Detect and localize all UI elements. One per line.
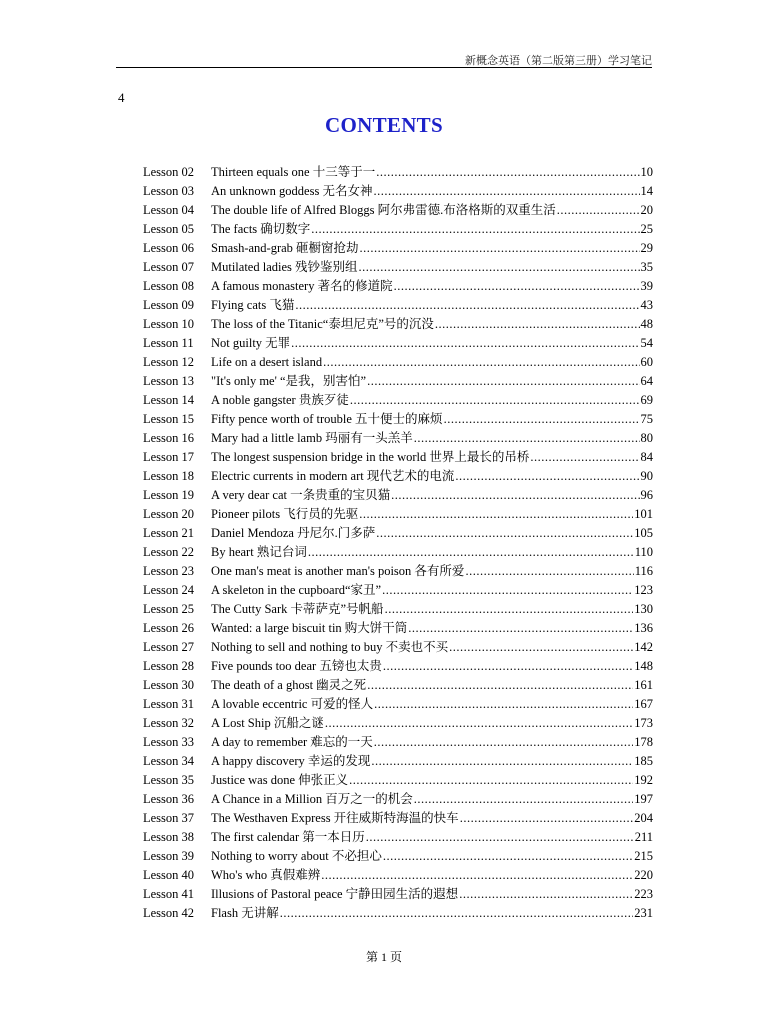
dot-leader	[280, 904, 634, 923]
toc-entry	[143, 334, 653, 353]
toc-entry	[143, 277, 653, 296]
lesson-number: Lesson 08	[143, 279, 195, 293]
dot-leader	[449, 638, 633, 657]
page-number: 116	[634, 564, 653, 578]
dot-leader	[359, 258, 640, 277]
page-number: 48	[640, 317, 653, 331]
page-number: 130	[634, 602, 653, 616]
dot-leader	[325, 714, 633, 733]
page-number: 69	[640, 393, 653, 407]
page-number: 60	[640, 355, 653, 369]
page-number: 110	[634, 545, 653, 559]
page-number: 14	[640, 184, 653, 198]
dot-leader	[376, 163, 639, 182]
lesson-title: The Westhaven Express 开往威斯特海温的快车	[211, 811, 459, 825]
lesson-number: Lesson 11	[143, 336, 194, 350]
page-footer: 第 1 页	[365, 950, 402, 964]
lesson-number: Lesson 41	[143, 887, 195, 901]
toc-entry	[143, 676, 653, 695]
lesson-number: Lesson 42	[143, 906, 195, 920]
dot-leader	[295, 296, 639, 315]
dot-leader	[360, 239, 640, 258]
lesson-number: Lesson 35	[143, 773, 195, 787]
lesson-title: Not guilty 无罪	[211, 336, 291, 350]
dot-leader	[414, 790, 634, 809]
lesson-number: Lesson 18	[143, 469, 195, 483]
lesson-number: Lesson 34	[143, 754, 195, 768]
toc-entry	[143, 885, 653, 904]
toc-entry	[143, 486, 653, 505]
page-number: 25	[640, 222, 653, 236]
lesson-number: Lesson 14	[143, 393, 195, 407]
lesson-title: Illusions of Pastoral peace 宁静田园生活的遐想	[211, 887, 459, 901]
lesson-number: Lesson 03	[143, 184, 195, 198]
lesson-number: Lesson 06	[143, 241, 195, 255]
dot-leader	[308, 543, 634, 562]
dot-leader	[530, 448, 639, 467]
dot-leader	[323, 353, 639, 372]
toc-entry	[143, 600, 653, 619]
page-number: 39	[640, 279, 653, 293]
lesson-title: A skeleton in the cupboard“家丑”	[211, 583, 382, 597]
lesson-number: Lesson 30	[143, 678, 195, 692]
lesson-number: Lesson 13	[143, 374, 195, 388]
lesson-number: Lesson 32	[143, 716, 195, 730]
dot-leader	[359, 505, 633, 524]
lesson-number: Lesson 12	[143, 355, 195, 369]
lesson-title: A day to remember 难忘的一天	[211, 735, 373, 749]
dot-leader	[465, 562, 633, 581]
lesson-number: Lesson 38	[143, 830, 195, 844]
toc-entry	[143, 543, 653, 562]
lesson-title: Daniel Mendoza 丹尼尔.门多萨	[211, 526, 376, 540]
page-number: 215	[634, 849, 653, 863]
lesson-number: Lesson 19	[143, 488, 195, 502]
lesson-title: The longest suspension bridge in the world 世界上最长的吊桥	[211, 450, 530, 464]
toc-entry	[143, 714, 653, 733]
dot-leader	[385, 600, 634, 619]
toc-entry	[143, 904, 653, 923]
dot-leader	[376, 524, 633, 543]
toc-entry	[143, 467, 653, 486]
lesson-number: Lesson 21	[143, 526, 195, 540]
page-number: 90	[640, 469, 653, 483]
dot-leader	[383, 847, 633, 866]
dot-leader	[371, 752, 633, 771]
toc-entry	[143, 828, 653, 847]
dot-leader	[459, 885, 633, 904]
lesson-number: Lesson 25	[143, 602, 195, 616]
lesson-title: Wanted: a large biscuit tin 购大饼干筒	[211, 621, 408, 635]
toc-entry	[143, 657, 653, 676]
toc-entry	[143, 201, 653, 220]
lesson-number: Lesson 20	[143, 507, 195, 521]
dot-leader	[391, 486, 639, 505]
lesson-number: Lesson 37	[143, 811, 195, 825]
dot-leader	[460, 809, 634, 828]
toc-entry	[143, 771, 653, 790]
lesson-title: A Lost Ship 沉船之谜	[211, 716, 324, 730]
page-number: 173	[634, 716, 653, 730]
toc-entry	[143, 733, 653, 752]
page-number: 211	[634, 830, 653, 844]
lesson-number: Lesson 40	[143, 868, 195, 882]
toc-entry	[143, 315, 653, 334]
toc-entry	[143, 448, 653, 467]
lesson-number: Lesson 23	[143, 564, 195, 578]
lesson-title: One man's meat is another man's poison 各有所爱	[211, 564, 465, 578]
page-number: 223	[634, 887, 653, 901]
page-number: 136	[634, 621, 653, 635]
lesson-title: Electric currents in modern art 现代艺术的电流	[211, 469, 455, 483]
page-number: 123	[634, 583, 653, 597]
lesson-title: A lovable eccentric 可爱的怪人	[211, 697, 374, 711]
lesson-number: Lesson 17	[143, 450, 195, 464]
dot-leader	[350, 391, 640, 410]
toc-entry	[143, 239, 653, 258]
page-number: 220	[634, 868, 653, 882]
page-number: 54	[640, 336, 653, 350]
page-label: 4	[118, 90, 125, 105]
page-number: 101	[634, 507, 653, 521]
toc-entry	[143, 581, 653, 600]
lesson-number: Lesson 39	[143, 849, 195, 863]
lesson-title: Nothing to sell and nothing to buy 不卖也不买	[211, 640, 449, 654]
page-number: 204	[634, 811, 653, 825]
toc-entry	[143, 505, 653, 524]
lesson-title: Life on a desert island	[211, 355, 323, 369]
page-number: 161	[634, 678, 653, 692]
dot-leader	[367, 676, 633, 695]
lesson-number: Lesson 16	[143, 431, 195, 445]
page-number: 105	[634, 526, 653, 540]
lesson-number: Lesson 15	[143, 412, 195, 426]
lesson-title: Pioneer pilots 飞行员的先驱	[211, 507, 359, 521]
lesson-title: A happy discovery 幸运的发现	[211, 754, 371, 768]
lesson-title: Flash 无讲解	[211, 906, 279, 920]
dot-leader	[455, 467, 639, 486]
toc-entry	[143, 790, 653, 809]
toc-entry	[143, 524, 653, 543]
page-number: 178	[634, 735, 653, 749]
toc-entry	[143, 163, 653, 182]
lesson-number: Lesson 05	[143, 222, 195, 236]
dot-leader	[373, 182, 639, 201]
page-number: 142	[634, 640, 653, 654]
header-rule	[116, 67, 652, 68]
toc-entry	[143, 866, 653, 885]
dot-leader	[383, 657, 633, 676]
dot-leader	[291, 334, 639, 353]
lesson-title: Nothing to worry about 不必担心	[211, 849, 382, 863]
page-number: 35	[640, 260, 653, 274]
page-number: 185	[634, 754, 653, 768]
page-number: 10	[640, 165, 653, 179]
dot-leader	[394, 277, 640, 296]
dot-leader	[444, 410, 640, 429]
toc-entry	[143, 847, 653, 866]
dot-leader	[366, 828, 634, 847]
toc-entry	[143, 220, 653, 239]
dot-leader	[349, 771, 633, 790]
toc-entry	[143, 353, 653, 372]
lesson-title: Fifty pence worth of trouble 五十便士的麻烦	[211, 412, 443, 426]
page-number: 231	[634, 906, 653, 920]
lesson-title: The Cutty Sark 卡蒂萨克”号帆船	[211, 602, 384, 616]
lesson-number: Lesson 31	[143, 697, 195, 711]
lesson-title: The facts 确切数字	[211, 222, 311, 236]
dot-leader	[374, 695, 633, 714]
toc-entry	[143, 372, 653, 391]
page-number: 43	[640, 298, 653, 312]
toc-entry	[143, 258, 653, 277]
lesson-number: Lesson 24	[143, 583, 195, 597]
lesson-title: Mary had a little lamb 玛丽有一头羔羊	[211, 431, 413, 445]
toc-entry	[143, 752, 653, 771]
lesson-number: Lesson 22	[143, 545, 195, 559]
page-number: 84	[640, 450, 653, 464]
lesson-title: The loss of the Titanic“泰坦尼克”号的沉没	[211, 317, 434, 331]
dot-leader	[311, 220, 639, 239]
dot-leader	[382, 581, 633, 600]
lesson-title: The death of a ghost 幽灵之死	[211, 678, 367, 692]
page-number: 167	[634, 697, 653, 711]
page-number: 192	[634, 773, 653, 787]
lesson-title: The first calendar 第一本日历	[211, 830, 365, 844]
lesson-number: Lesson 04	[143, 203, 195, 217]
lesson-title: Five pounds too dear 五镑也太贵	[211, 659, 382, 673]
table-of-contents	[143, 163, 653, 923]
page-number: 75	[640, 412, 653, 426]
toc-entry	[143, 296, 653, 315]
lesson-title: A very dear cat 一条贵重的宝贝猫	[211, 488, 391, 502]
lesson-title: The double life of Alfred Bloggs 阿尔弗雷德.布洛格斯的双重生活	[211, 203, 556, 217]
page-number: 80	[640, 431, 653, 445]
page-number: 29	[640, 241, 653, 255]
contents-title: CONTENTS	[325, 113, 443, 137]
dot-leader	[414, 429, 640, 448]
lesson-number: Lesson 26	[143, 621, 195, 635]
toc-entry	[143, 429, 653, 448]
page-number: 20	[640, 203, 653, 217]
page-number: 64	[640, 374, 653, 388]
lesson-number: Lesson 10	[143, 317, 195, 331]
lesson-number: Lesson 09	[143, 298, 195, 312]
toc-entry	[143, 391, 653, 410]
lesson-title: By heart 熟记台词	[211, 545, 307, 559]
lesson-title: Thirteen equals one 十三等于一	[211, 165, 376, 179]
lesson-title: An unknown goddess 无名女神	[211, 184, 373, 198]
lesson-title: Who's who 真假难辨	[211, 868, 321, 882]
lesson-title: "It's only me' “是我，别害怕”	[211, 374, 367, 388]
toc-entry	[143, 809, 653, 828]
toc-entry	[143, 562, 653, 581]
lesson-number: Lesson 36	[143, 792, 195, 806]
dot-leader	[367, 372, 639, 391]
page-number: 197	[634, 792, 653, 806]
dot-leader	[557, 201, 640, 220]
dot-leader	[374, 733, 633, 752]
toc-entry	[143, 638, 653, 657]
page-number: 96	[640, 488, 653, 502]
lesson-number: Lesson 07	[143, 260, 195, 274]
dot-leader	[408, 619, 633, 638]
lesson-title: A noble gangster 贵族歹徒	[211, 393, 349, 407]
toc-entry	[143, 182, 653, 201]
lesson-title: Mutilated ladies 残钞鉴别组	[211, 260, 358, 274]
lesson-title: A famous monastery 著名的修道院	[211, 279, 393, 293]
page-number: 148	[634, 659, 653, 673]
toc-entry	[143, 410, 653, 429]
lesson-title: Smash-and-grab 砸橱窗抢劫	[211, 241, 359, 255]
toc-entry	[143, 619, 653, 638]
toc-entry	[143, 695, 653, 714]
dot-leader	[435, 315, 640, 334]
lesson-title: Justice was done 伸张正义	[211, 773, 349, 787]
lesson-number: Lesson 28	[143, 659, 195, 673]
lesson-title: A Chance in a Million 百万之一的机会	[211, 792, 413, 806]
lesson-number: Lesson 33	[143, 735, 195, 749]
lesson-number: Lesson 02	[143, 165, 195, 179]
dot-leader	[321, 866, 633, 885]
lesson-number: Lesson 27	[143, 640, 195, 654]
running-header: 新概念英语（第二版第三册）学习笔记	[465, 55, 652, 67]
lesson-title: Flying cats 飞猫	[211, 298, 295, 312]
